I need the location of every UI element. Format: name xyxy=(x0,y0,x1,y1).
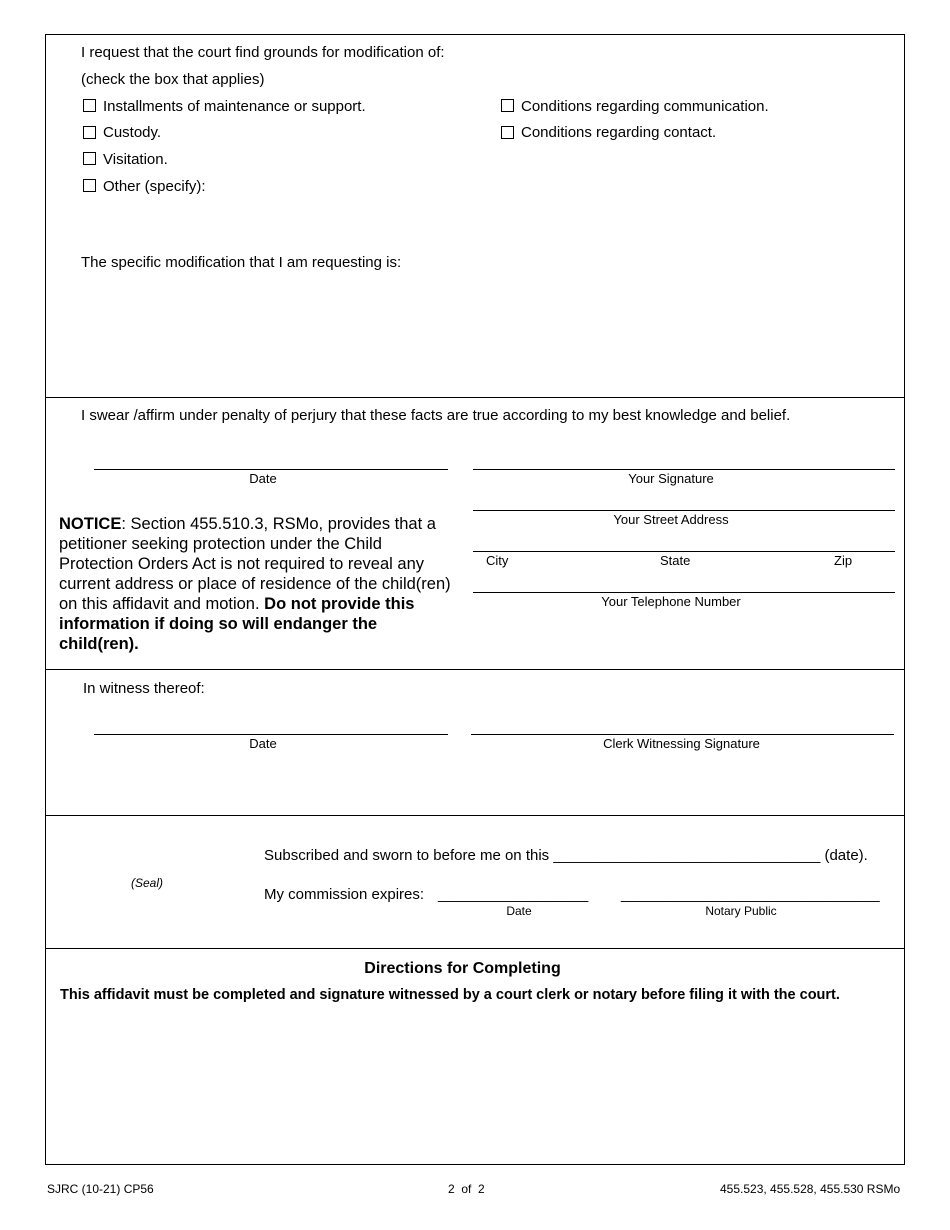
witness-heading: In witness thereof: xyxy=(83,680,205,697)
directions-title: Directions for Completing xyxy=(364,960,561,977)
checkbox-label-other: Other (specify): xyxy=(103,178,206,195)
oath-date-label: Date xyxy=(249,471,277,486)
city-label: City xyxy=(486,553,509,568)
directions-text: This affidavit must be completed and signature witnessed by a court clerk or notary before filing it with the court. xyxy=(60,987,840,1003)
date-signature-line[interactable] xyxy=(94,469,448,470)
clerk-signature-label: Clerk Witnessing Signature xyxy=(603,736,760,751)
notary-public-label: Notary Public xyxy=(705,904,777,918)
form-id: SJRC (10-21) CP56 xyxy=(47,1182,154,1196)
checkbox-visitation[interactable] xyxy=(83,152,96,165)
page-number: 2 of 2 xyxy=(448,1182,485,1196)
checkbox-maintenance-support[interactable] xyxy=(83,99,96,112)
state-label: State xyxy=(660,553,691,568)
checkbox-label-custody: Custody. xyxy=(103,124,162,141)
commission-date-blank[interactable]: __________________ xyxy=(438,886,589,903)
commission-expires-label: My commission expires: xyxy=(264,886,425,903)
checkbox-label-contact: Conditions regarding contact. xyxy=(521,124,717,141)
zip-label: Zip xyxy=(834,553,853,568)
subscribed-date-suffix: (date). xyxy=(824,847,868,864)
modification-instruction: (check the box that applies) xyxy=(81,71,265,88)
city-state-zip-line[interactable] xyxy=(473,551,895,552)
notice-text: : Section 455.510.3, RSMo, provides that a petitioner seeking protection under the Child Protection Orders Act is not required to reveal any current address or place of residence of the child(ren) on this affidavit and motion. xyxy=(59,515,451,613)
street-address-label: Your Street Address xyxy=(613,512,729,527)
checkbox-other[interactable] xyxy=(83,179,96,192)
your-signature-label: Your Signature xyxy=(628,471,714,486)
subscribed-date-blank[interactable]: ________________________________ xyxy=(553,847,821,864)
witness-date-line[interactable] xyxy=(94,734,448,735)
checkbox-label-communication: Conditions regarding communication. xyxy=(521,98,769,115)
seal-label: (Seal) xyxy=(131,876,164,890)
notice-warning: Do not provide this information if doing so will endanger the child(ren). xyxy=(59,595,415,653)
commission-date-label: Date xyxy=(506,904,532,918)
telephone-label: Your Telephone Number xyxy=(601,594,741,609)
notary-signature-blank[interactable]: _______________________________ xyxy=(621,886,880,903)
telephone-line[interactable] xyxy=(473,592,895,593)
oath-statement: I swear /affirm under penalty of perjury that these facts are true according to my best knowledge and belief. xyxy=(81,407,791,424)
subscribed-text xyxy=(264,847,868,864)
checkbox-label-visitation: Visitation. xyxy=(103,151,168,168)
specific-modification-label: The specific modification that I am requesting is: xyxy=(81,254,402,271)
notice-paragraph xyxy=(59,514,459,654)
section-divider-oath xyxy=(45,397,905,398)
section-divider-notary xyxy=(45,815,905,816)
checkbox-communication[interactable] xyxy=(501,99,514,112)
witness-date-label: Date xyxy=(249,736,277,751)
section-divider-directions xyxy=(45,948,905,949)
checkbox-contact[interactable] xyxy=(501,126,514,139)
notice-heading: NOTICE xyxy=(59,515,122,533)
checkbox-label-maintenance-support: Installments of maintenance or support. xyxy=(103,98,366,115)
street-address-line[interactable] xyxy=(473,510,895,511)
subscribed-label: Subscribed and sworn to before me on this xyxy=(264,847,550,864)
your-signature-line[interactable] xyxy=(473,469,895,470)
clerk-signature-line[interactable] xyxy=(471,734,894,735)
checkbox-custody[interactable] xyxy=(83,126,96,139)
section-divider-witness xyxy=(45,669,905,670)
statute-references: 455.523, 455.528, 455.530 RSMo xyxy=(720,1182,901,1196)
modification-intro: I request that the court find grounds for modification of: xyxy=(81,44,445,61)
